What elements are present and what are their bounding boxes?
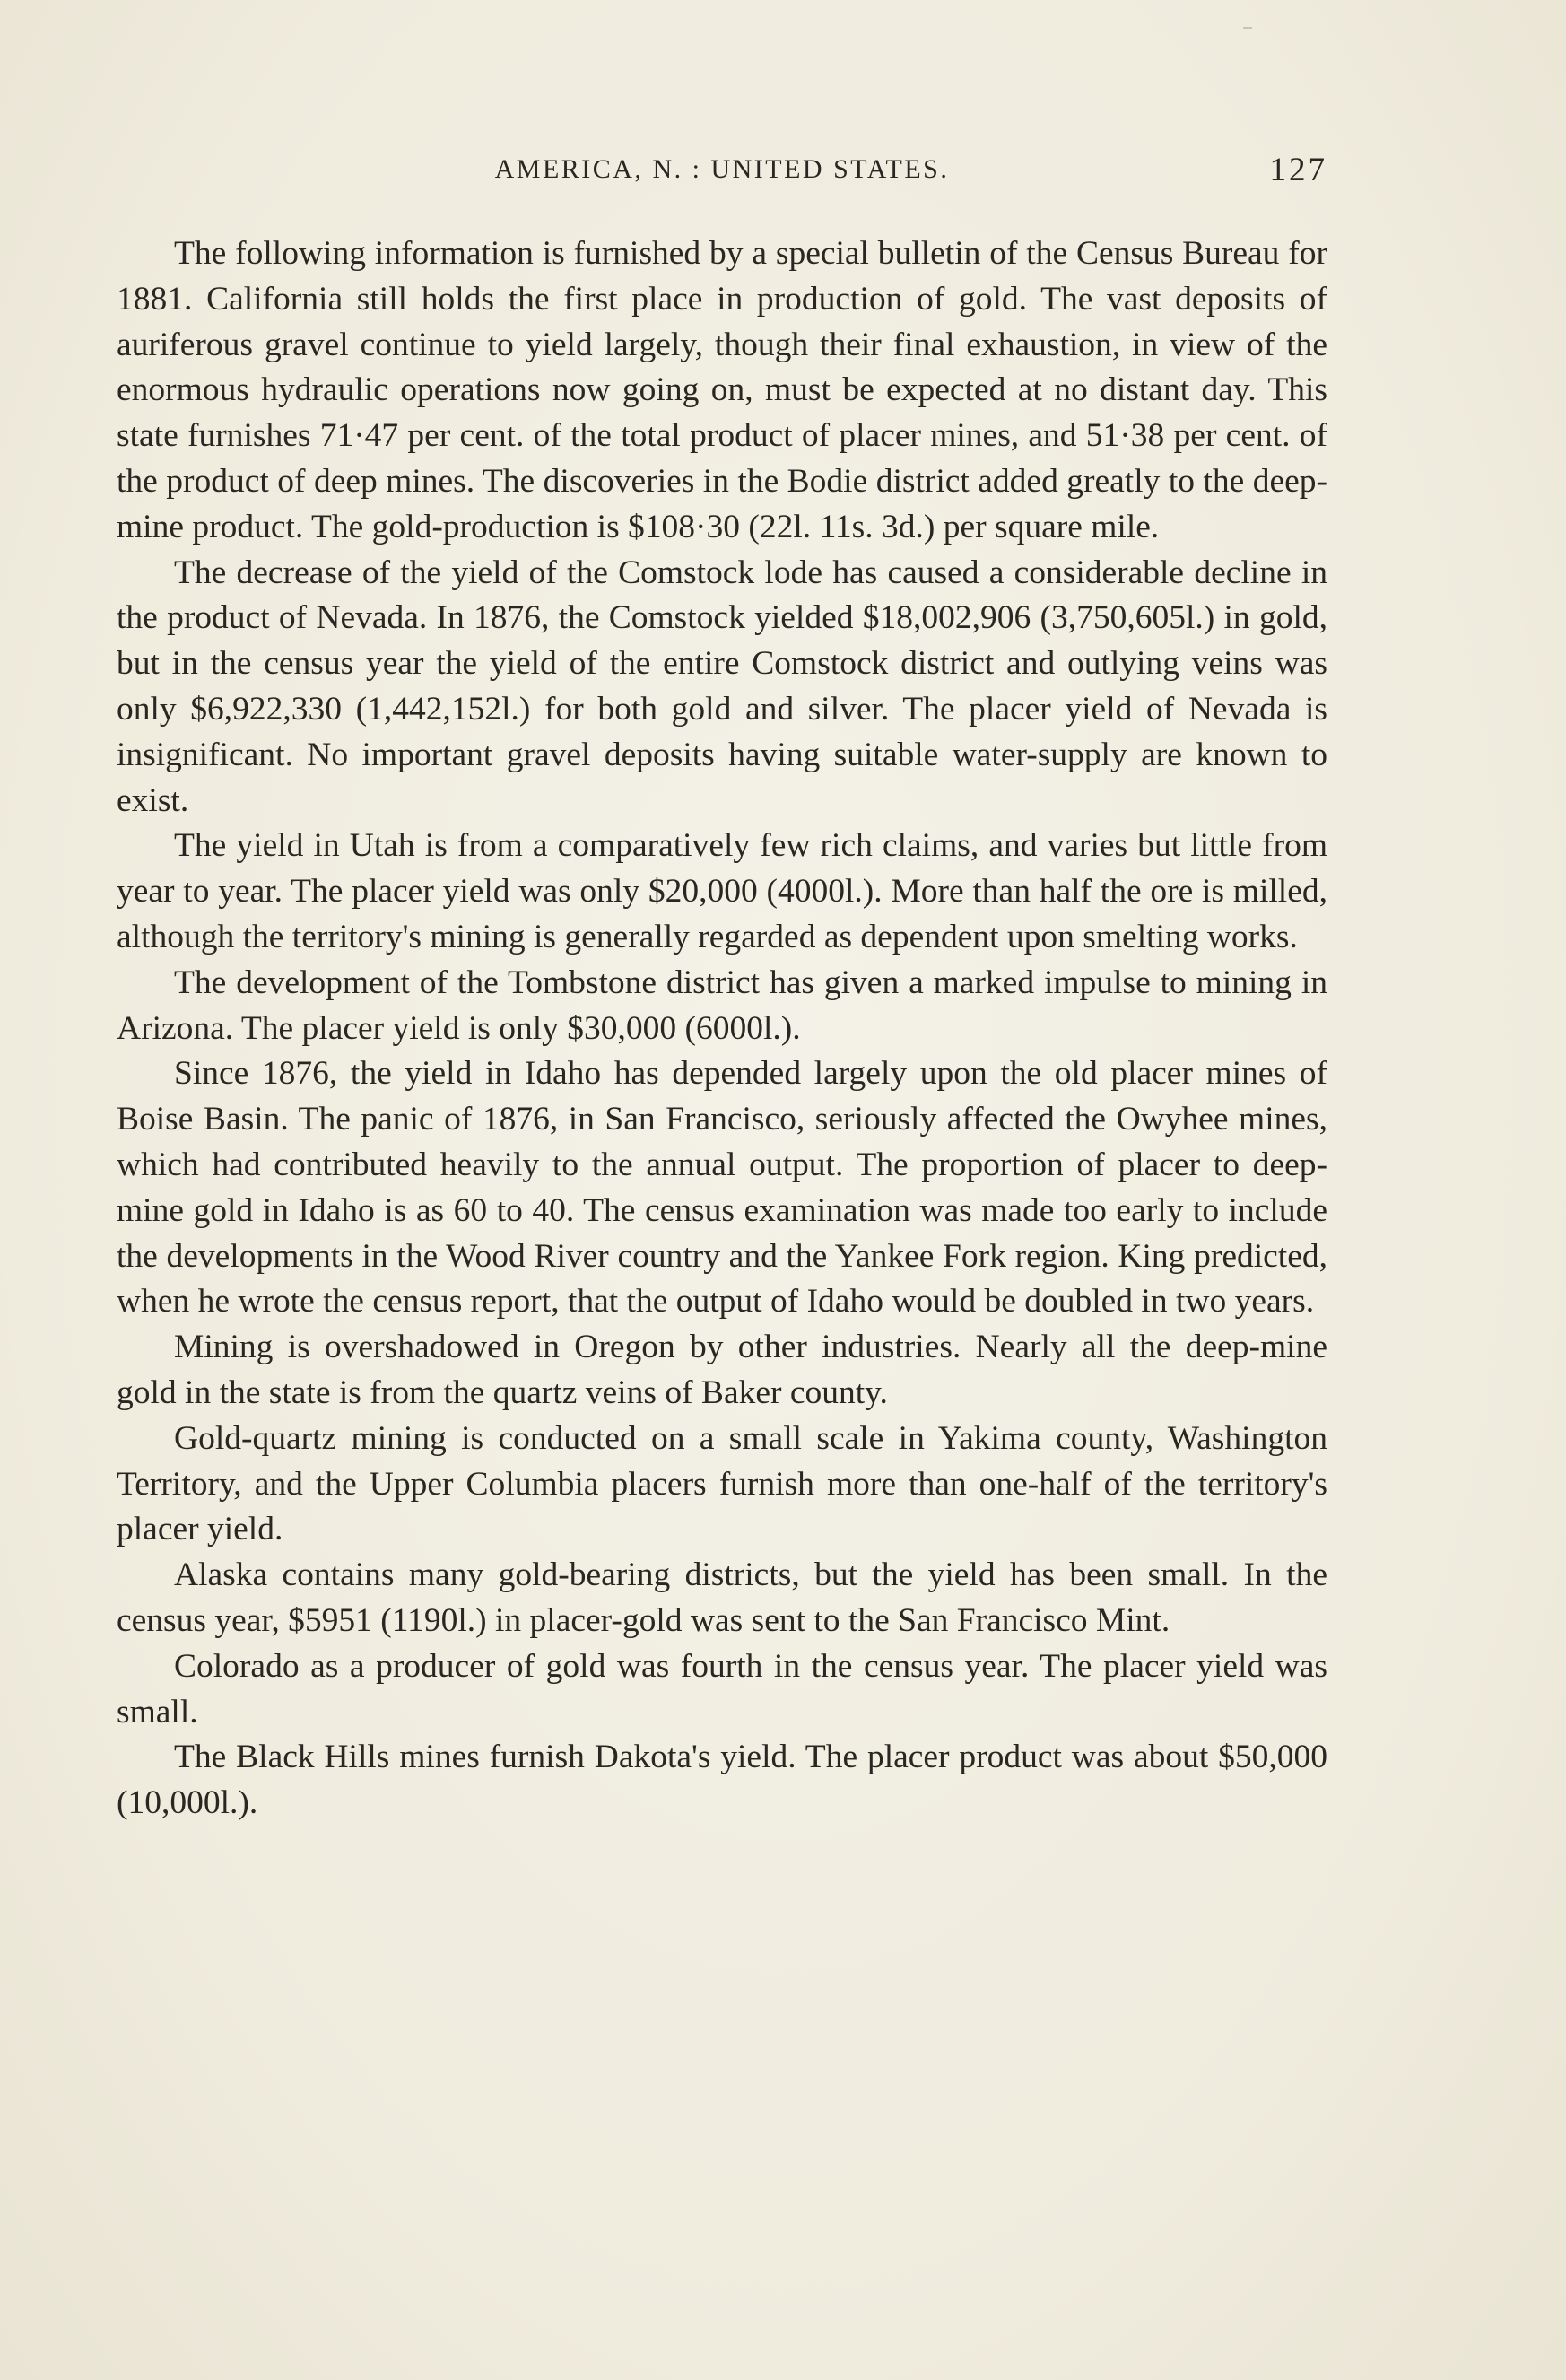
paragraph-washington: Gold-quartz mining is conducted on a small scale in Yakima county, Washington Territory, and the Upper Columbia placers furnish more than one-half of the territory's placer yield. <box>117 1419 1327 1548</box>
paragraph-dakota: The Black Hills mines furnish Dakota's yield. The placer product was about $50,000 (10,000l.). <box>117 1739 1327 1822</box>
paragraph-idaho: Since 1876, the yield in Idaho has depended largely upon the old placer mines of Boise Basin. The panic of 1876, in San Francisco, seriously affected the Owyhee mines, which had contributed heavily to the annual output. The proportion of placer to deep-mine gold in Idaho is as 60 to 40. The census examination was made too early to include the developments in the Wood River country and the Yankee Fork region. King predicted, when he wrote the census report, that the output of Idaho would be doubled in two years. <box>117 1055 1327 1321</box>
paragraph-oregon: Mining is overshadowed in Oregon by other industries. Nearly all the deep-mine gold in the state is from the quartz veins of Baker county. <box>117 1329 1327 1411</box>
paragraph-nevada: The decrease of the yield of the Comstock lode has caused a considerable decline in the product of Nevada. In 1876, the Comstock yielded $18,002,906 (3,750,605l.) in gold, but in the census year the yield of the entire Comstock district and outlying veins was only $6,922,330 (1,442,152l.) for both gold and silver. The placer yield of Nevada is insignificant. No important gravel deposits having suitable water-supply are known to exist. <box>117 554 1327 819</box>
page-header <box>117 154 1327 194</box>
paragraph-alaska: Alaska contains many gold-bearing districts, but the yield has been small. In the census year, $5951 (1190l.) in placer-gold was sent to the San Francisco Mint. <box>117 1556 1327 1639</box>
page-blemish <box>1243 27 1252 29</box>
page-number: 127 <box>1269 152 1327 188</box>
paragraph-colorado: Colorado as a producer of gold was fourth in the census year. The placer yield was small. <box>117 1647 1327 1731</box>
body-text <box>117 231 1327 1826</box>
paragraph-arizona: The development of the Tombstone district has given a marked impulse to mining in Arizona. The placer yield is only $30,000 (6000l.). <box>117 963 1327 1047</box>
paragraph-utah: The yield in Utah is from a comparatively few rich claims, and varies but little from year to year. The placer yield was only $20,000 (4000l.). More than half the ore is milled, although the territory's mining is generally regarded as dependent upon smelting works. <box>117 827 1327 955</box>
paragraph-california: The following information is furnished by a special bulletin of the Census Bureau for 1881. California still holds the first place in production of gold. The vast deposits of auriferous gravel continue to yield largely, though their final exhaustion, in view of the enormous hydraulic operations now going on, must be expected at no distant day. This state furnishes 71·47 per cent. of the total product of placer mines, and 51·38 per cent. of the product of deep mines. The discoveries in the Bodie district added greatly to the deep-mine product. The gold-production is $108·30 (22l. 11s. 3d.) per square mile. <box>117 235 1327 545</box>
running-head: AMERICA, N. : UNITED STATES. <box>494 154 950 184</box>
